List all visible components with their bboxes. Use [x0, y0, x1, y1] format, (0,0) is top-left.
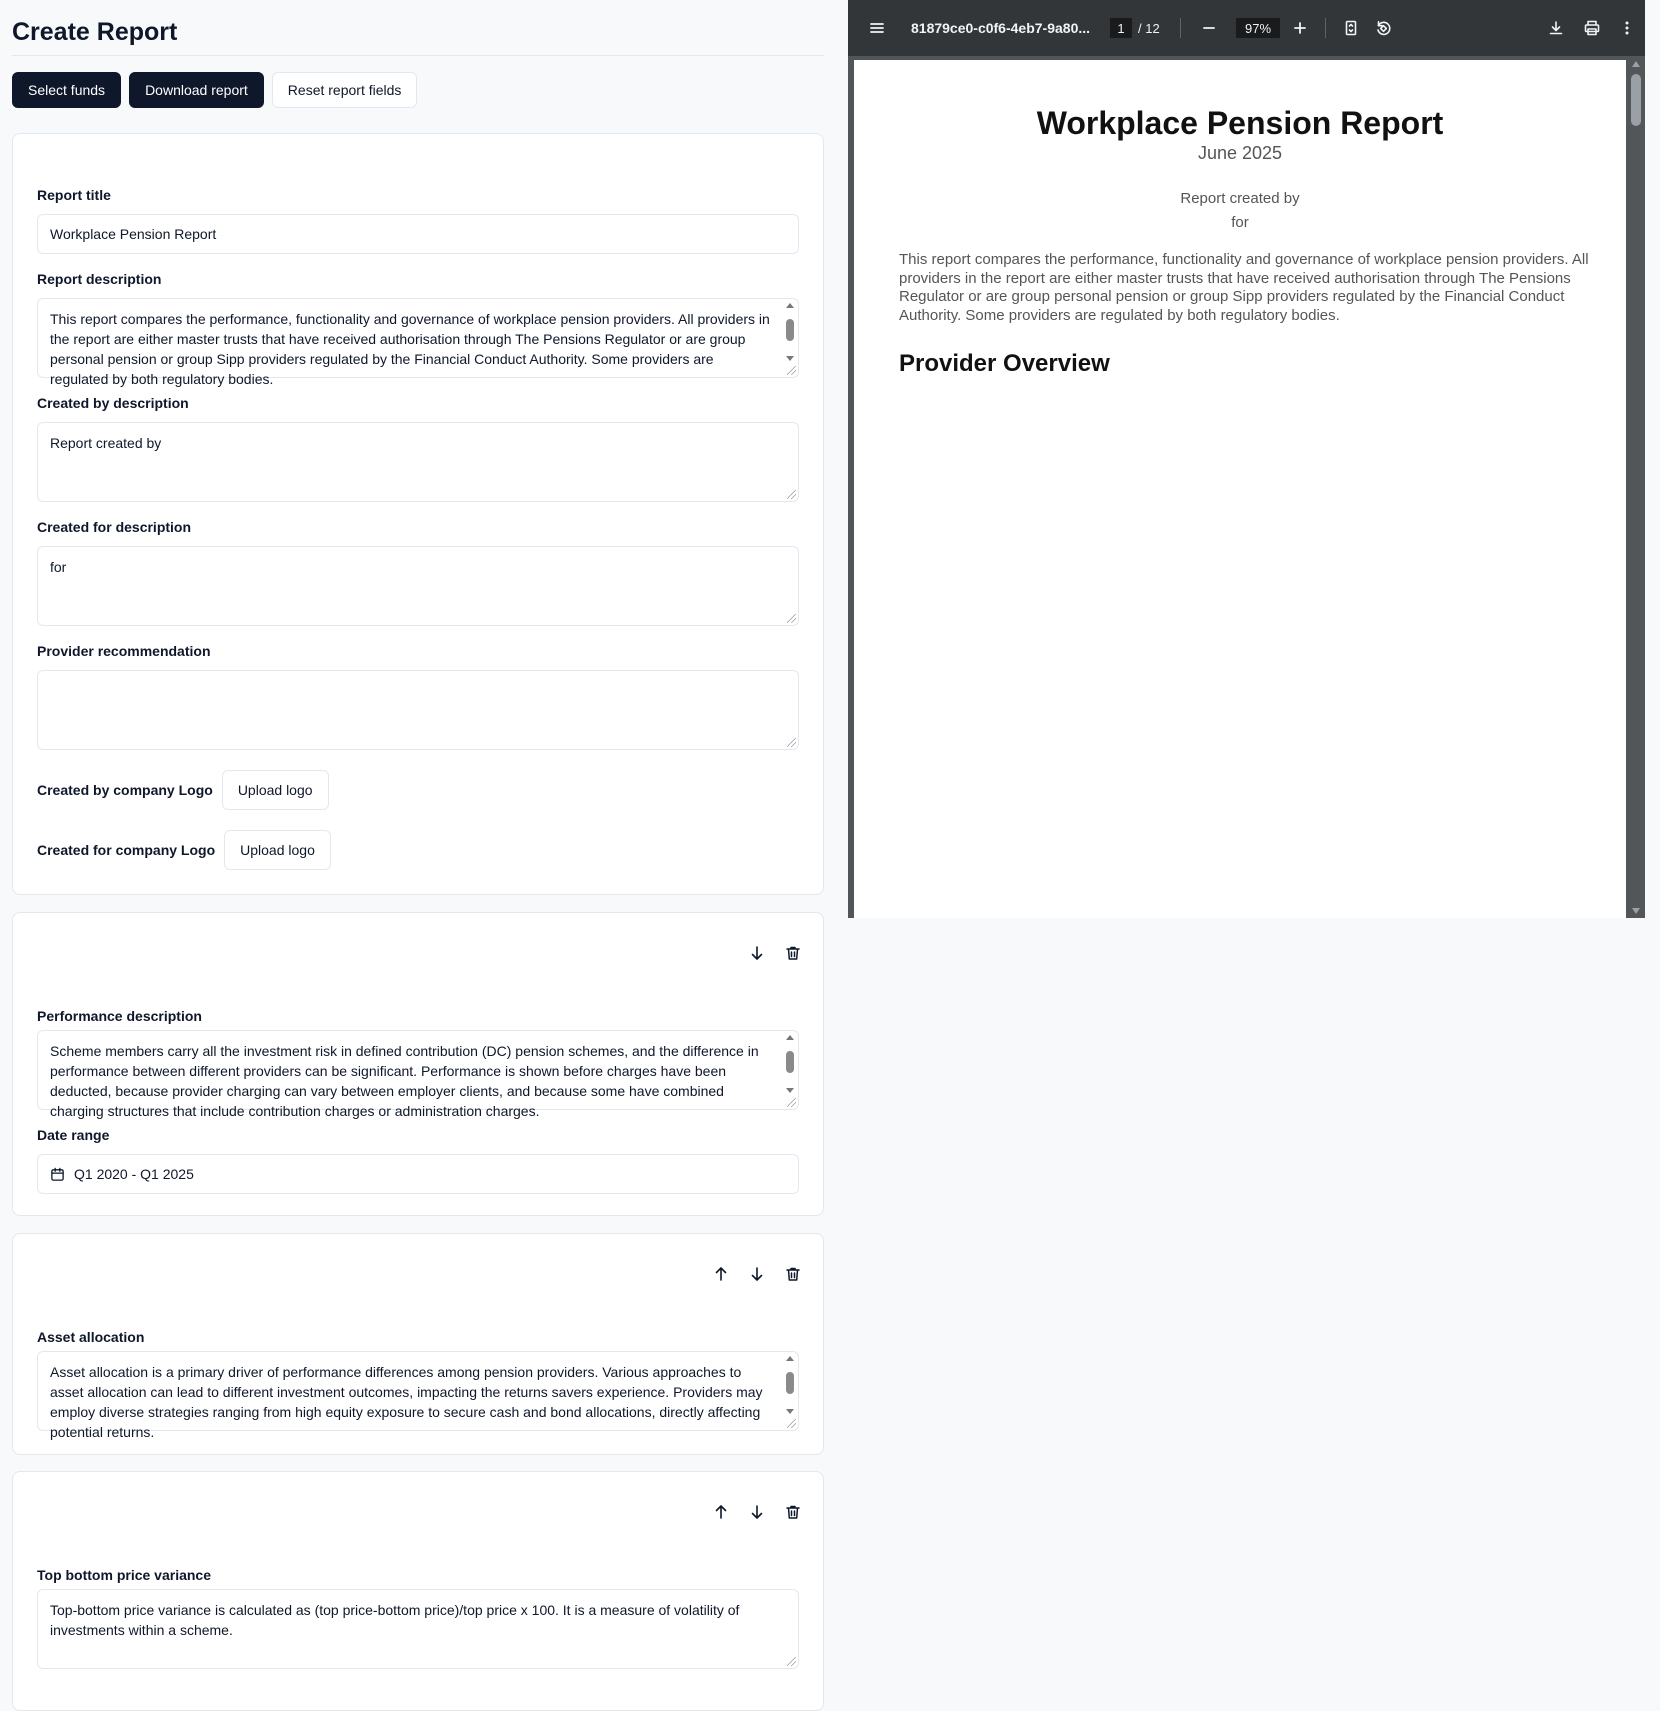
arrow-up-icon	[713, 1504, 729, 1520]
resize-handle[interactable]	[787, 366, 796, 375]
created-for-description-textarea[interactable]	[37, 546, 799, 626]
created-by-description-label: Created by description	[37, 395, 189, 411]
price-variance-label: Top bottom price variance	[37, 1567, 211, 1583]
report-title-label: Report title	[37, 187, 111, 203]
print-icon	[1583, 19, 1601, 37]
asset-allocation-card	[12, 1233, 824, 1455]
trash-icon	[785, 945, 801, 961]
price-variance-card	[12, 1471, 824, 1711]
plus-icon	[1291, 19, 1309, 37]
price-variance-textarea[interactable]	[37, 1589, 799, 1669]
rotate-icon	[1374, 19, 1392, 37]
pdf-report-description: This report compares the performance, functionality and governance of workplace pension providers. All providers in the report are either master trusts that have received authorisation through The Pensions Regulator or are group personal pension or group Sipp providers regulated by the Financial Conduct Authority. Some providers are regulated by both regulatory bodies.	[899, 251, 1589, 324]
performance-description-textarea[interactable]	[37, 1030, 799, 1119]
asset-allocation-label: Asset allocation	[37, 1329, 145, 1345]
performance-description-label: Performance description	[37, 1008, 202, 1024]
pdf-created-by: Report created by	[1180, 190, 1300, 207]
calendar-icon	[50, 1167, 65, 1182]
zoom-in-button[interactable]	[1291, 0, 1309, 56]
created-by-logo-row	[37, 770, 329, 810]
pdf-toolbar	[848, 0, 1645, 56]
more-options-button[interactable]	[1618, 0, 1636, 56]
action-bar	[12, 72, 824, 108]
resize-handle[interactable]	[787, 1419, 796, 1428]
move-down-button[interactable]	[747, 943, 767, 963]
resize-handle[interactable]	[787, 614, 796, 623]
delete-section-button[interactable]	[783, 1264, 803, 1284]
performance-description-text: Scheme members carry all the investment risk in defined contribution (DC) pension schemes, and the difference in performance between different providers can be significant. Performance is shown before charges have been deducted, because provider charging can vary between employer clients, and because some have combined charging structures that include contribution charges or administration charges.	[50, 1043, 759, 1119]
resize-handle[interactable]	[787, 490, 796, 499]
performance-card	[12, 912, 824, 1216]
resize-handle[interactable]	[787, 738, 796, 747]
download-report-button[interactable]: Download report	[129, 72, 264, 108]
move-up-button[interactable]	[711, 1264, 731, 1284]
delete-section-button[interactable]	[783, 1502, 803, 1522]
zoom-level-input[interactable]: 97%	[1236, 18, 1280, 38]
pdf-viewer	[848, 0, 1645, 918]
report-description-textarea[interactable]	[37, 298, 799, 387]
delete-section-button[interactable]	[783, 943, 803, 963]
pdf-filename: 81879ce0-c0f6-4eb7-9a80...	[911, 20, 1091, 36]
date-range-label: Date range	[37, 1127, 110, 1143]
print-button[interactable]	[1583, 0, 1601, 56]
pdf-created-for: for	[1231, 214, 1249, 231]
pdf-scrollbar[interactable]	[1628, 56, 1645, 918]
textarea-scrollbar[interactable]	[785, 1035, 795, 1093]
menu-icon	[868, 19, 886, 37]
resize-handle[interactable]	[787, 1657, 796, 1666]
scroll-up-arrow[interactable]	[1632, 61, 1640, 67]
move-down-button[interactable]	[747, 1502, 767, 1522]
pdf-report-title: Workplace Pension Report	[1036, 105, 1444, 141]
fit-page-button[interactable]	[1342, 0, 1360, 56]
pdf-page	[854, 60, 1626, 918]
arrow-down-icon	[749, 1266, 765, 1282]
textarea-scrollbar[interactable]	[785, 303, 795, 361]
scroll-down-arrow[interactable]	[1632, 908, 1640, 914]
created-for-logo-label: Created for company Logo	[37, 842, 216, 858]
minus-icon	[1200, 19, 1218, 37]
resize-handle[interactable]	[787, 1098, 796, 1107]
price-variance-text: Top-bottom price variance is calculated as (top price-bottom price)/top price x 100. It is a measure of volatility of investments within a scheme.	[50, 1602, 740, 1638]
more-vertical-icon	[1618, 19, 1636, 37]
report-title-input[interactable]: Workplace Pension Report	[37, 214, 799, 254]
provider-recommendation-label: Provider recommendation	[37, 643, 211, 659]
report-description-text: This report compares the performance, functionality and governance of workplace pension providers. All providers in the report are either master trusts that have received authorisation through The Pensions Regulator or are group personal pension or group Sipp providers regulated by the Financial Conduct Authority. Some providers are regulated by both regulatory bodies.	[50, 311, 770, 387]
arrow-down-icon	[749, 1504, 765, 1520]
select-funds-button[interactable]: Select funds	[12, 72, 121, 108]
toolbar-divider	[1180, 18, 1181, 38]
rotate-button[interactable]	[1374, 0, 1392, 56]
created-for-logo-row	[37, 830, 331, 870]
zoom-out-button[interactable]	[1200, 0, 1218, 56]
download-icon	[1547, 19, 1565, 37]
page-title: Create Report	[12, 0, 824, 56]
asset-allocation-textarea[interactable]	[37, 1351, 799, 1440]
menu-button[interactable]	[868, 0, 886, 56]
report-description-label: Report description	[37, 271, 162, 287]
textarea-scrollbar[interactable]	[785, 1356, 795, 1414]
pdf-section-heading: Provider Overview	[899, 350, 1110, 377]
report-form	[12, 0, 824, 1638]
upload-created-for-logo-button[interactable]: Upload logo	[224, 830, 331, 870]
arrow-up-icon	[713, 1266, 729, 1282]
move-down-button[interactable]	[747, 1264, 767, 1284]
page-total: / 12	[1138, 20, 1160, 36]
created-by-logo-label: Created by company Logo	[37, 782, 213, 798]
date-range-value: Q1 2020 - Q1 2025	[74, 1166, 194, 1182]
created-for-description-label: Created for description	[37, 519, 192, 535]
reset-report-fields-button[interactable]: Reset report fields	[272, 72, 418, 108]
pdf-report-date: June 2025	[1197, 143, 1283, 163]
trash-icon	[785, 1266, 801, 1282]
created-for-description-text: for	[50, 559, 67, 575]
asset-allocation-text: Asset allocation is a primary driver of performance differences among pension providers. Various approaches to asset allocation can lead to different investment outcomes, impacting the returns savers experience. Providers may employ diverse strategies ranging from high equity exposure to secure cash and bond allocations, directly affecting potential returns.	[50, 1364, 763, 1440]
move-up-button[interactable]	[711, 1502, 731, 1522]
date-range-picker[interactable]	[37, 1154, 799, 1194]
fit-page-icon	[1342, 19, 1360, 37]
arrow-down-icon	[749, 945, 765, 961]
toolbar-divider	[1325, 18, 1326, 38]
report-details-card	[12, 133, 824, 895]
created-by-description-text: Report created by	[50, 435, 162, 451]
provider-recommendation-textarea[interactable]	[37, 670, 799, 750]
upload-created-by-logo-button[interactable]: Upload logo	[222, 770, 329, 810]
scroll-thumb[interactable]	[1631, 74, 1641, 126]
download-button[interactable]	[1547, 0, 1565, 56]
created-by-description-textarea[interactable]	[37, 422, 799, 502]
trash-icon	[785, 1504, 801, 1520]
page-number-input[interactable]: 1	[1110, 18, 1132, 38]
